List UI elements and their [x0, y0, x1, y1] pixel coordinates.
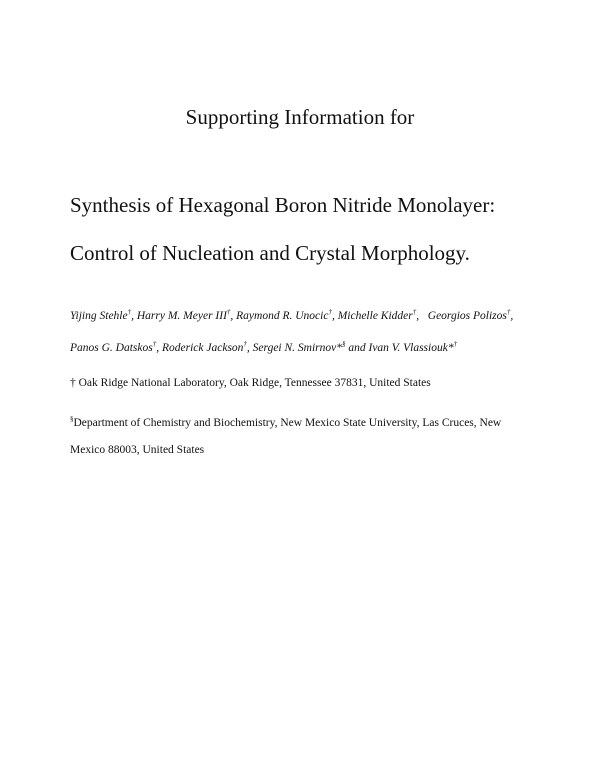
author-separator: ,	[246, 342, 253, 354]
author-name-text: Ivan V. Vlassiouk*	[368, 342, 454, 354]
paper-title-line-2: Control of Nucleation and Crystal Morphology.	[70, 241, 470, 265]
author-name-text: Sergei N. Smirnov*	[252, 342, 342, 354]
author-separator: ,	[131, 310, 137, 322]
author-list-line-2	[70, 340, 457, 356]
affiliation-mark: †	[328, 308, 332, 316]
author-separator: ,	[510, 310, 514, 322]
author-name	[369, 342, 458, 354]
author-list-line-1	[70, 308, 513, 324]
author-name-text: Raymond R. Unocic	[236, 310, 329, 322]
author-name-text: Roderick Jackson	[162, 342, 244, 354]
affiliation-mark: §	[342, 340, 346, 348]
affiliation-new-mexico-line-1	[70, 415, 501, 431]
author-name	[70, 310, 137, 322]
affiliation-new-mexico-line-2: Mexico 88003, United States	[70, 444, 205, 456]
affiliation-oak-ridge: † Oak Ridge National Laboratory, Oak Ridge, Tennessee 37831, United States	[70, 377, 431, 389]
affiliation-mark: †	[453, 340, 458, 348]
affiliation-mark: †	[243, 340, 247, 348]
author-separator: ,	[156, 342, 162, 354]
author-name	[253, 342, 369, 354]
author-name-text: Harry M. Meyer III	[136, 310, 227, 322]
affiliation-mark: †	[152, 340, 157, 348]
author-name-text: Michelle Kidder	[337, 310, 413, 322]
author-name	[428, 310, 514, 322]
author-separator: ,	[230, 310, 237, 322]
author-separator: ,	[416, 310, 428, 322]
author-name	[70, 342, 162, 354]
author-separator: and	[345, 342, 369, 354]
affiliation-mark: †	[506, 308, 511, 316]
affiliation-mark: †	[412, 308, 417, 316]
author-name-text: Yijing Stehle	[70, 310, 128, 322]
affiliation-mark: †	[226, 308, 231, 316]
supporting-information-heading: Supporting Information for	[185, 105, 415, 129]
paper-title-line-1: Synthesis of Hexagonal Boron Nitride Monolayer:	[70, 193, 496, 217]
author-separator: ,	[331, 310, 338, 322]
affiliation-mark: §	[70, 415, 74, 423]
affiliation-text: Department of Chemistry and Biochemistry, New Mexico State University, Las Cruces, New	[73, 417, 502, 429]
author-name	[137, 310, 236, 322]
author-name	[162, 342, 253, 354]
affiliation-mark: †	[127, 308, 132, 316]
author-name-text: Panos G. Datskos	[70, 342, 153, 354]
author-name	[338, 310, 428, 322]
author-name	[236, 310, 338, 322]
author-name-text: Georgios Polizos	[427, 310, 507, 322]
